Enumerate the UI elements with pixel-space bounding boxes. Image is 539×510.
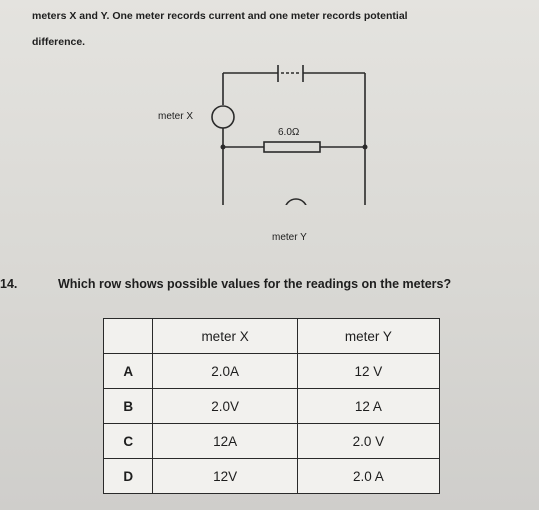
resistor-label: 6.0Ω: [278, 127, 300, 138]
meter-x-value: 12A: [153, 424, 297, 459]
meter-y-value: 2.0 A: [297, 459, 439, 494]
junction-dot-left: [221, 145, 226, 150]
meter-x-value: 2.0A: [153, 354, 297, 389]
meter-y-icon: [285, 199, 307, 205]
meter-x-label: meter X: [158, 111, 194, 122]
meter-x-icon: [212, 106, 234, 128]
table-header-meter-x: meter X: [153, 319, 297, 354]
option-label: D: [104, 459, 153, 494]
resistor-icon: [264, 142, 320, 152]
meter-y-value: 12 V: [297, 354, 439, 389]
option-label: C: [104, 424, 153, 459]
meter-x-value: 2.0V: [153, 389, 297, 424]
circuit-diagram: [140, 55, 380, 205]
table-header-blank: [104, 319, 153, 354]
junction-dot-right: [363, 145, 368, 150]
table-row: [104, 459, 440, 494]
option-label: B: [104, 389, 153, 424]
meter-y-value: 2.0 V: [297, 424, 439, 459]
question-number: 14.: [0, 277, 18, 291]
table-row: [104, 424, 440, 459]
table-row: [104, 354, 440, 389]
meter-y-label: meter Y: [272, 232, 307, 243]
table-header-meter-y: meter Y: [297, 319, 439, 354]
intro-text-line-2: difference.: [32, 36, 86, 48]
intro-text-line-1: meters X and Y. One meter records current and one meter records potential: [32, 10, 408, 22]
meter-x-value: 12V: [153, 459, 297, 494]
option-label: A: [104, 354, 153, 389]
question-text: Which row shows possible values for the readings on the meters?: [58, 277, 452, 291]
table-header-row: [104, 319, 440, 354]
meter-y-value: 12 A: [297, 389, 439, 424]
answer-table: [103, 318, 440, 494]
table-row: [104, 389, 440, 424]
